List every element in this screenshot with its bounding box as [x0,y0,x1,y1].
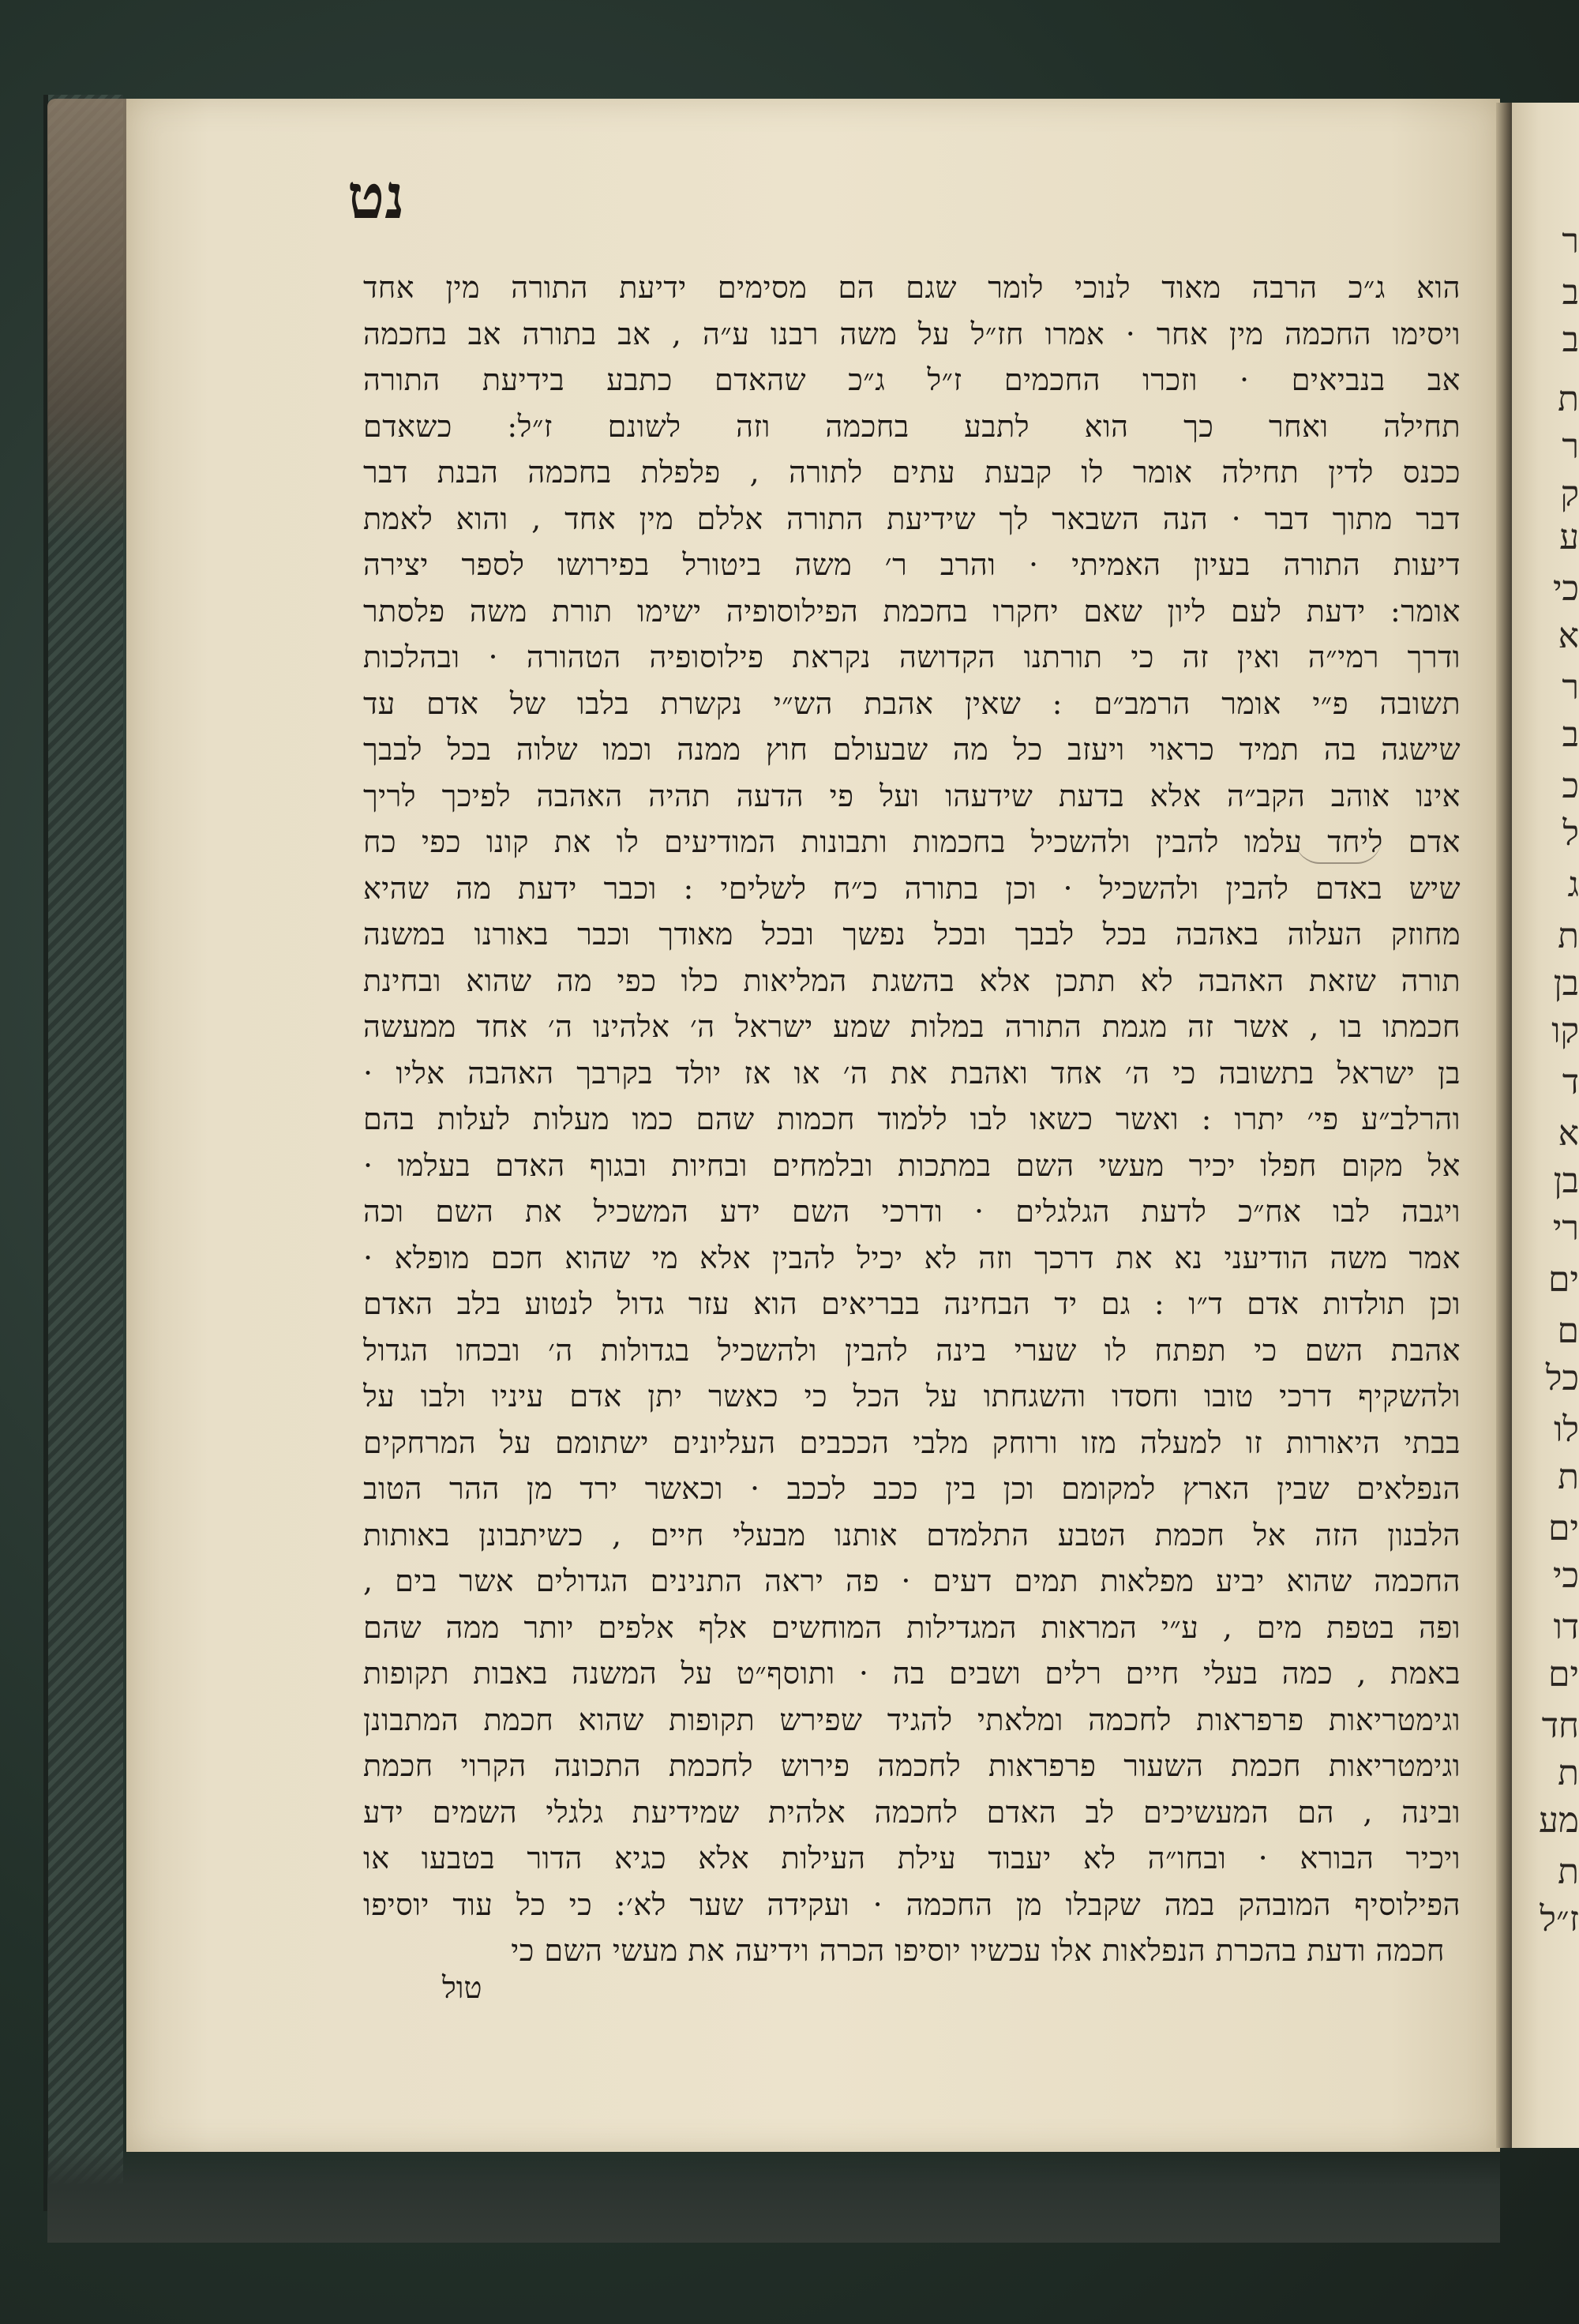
facing-page-fragment: ים [1548,1654,1579,1695]
facing-page-fragment: ע [1559,517,1579,558]
facing-page-fragment: כי [1552,569,1579,609]
text-line: הלבנון הזה אל חכמת הטבע התלמדם אותנו מבעלי חיים , כשיתבונן באותות [363,1517,1461,1552]
text-line: וגימטריאות פרפראות לחכמה ומלאתי להגיד שפירש תקופות שהוא חכמת המתבונן [363,1702,1461,1737]
text-line: ופה בטפת מים , ע״י המראות המגדילות המוחשים אלף אלפים יותר ממה שהם [363,1609,1461,1645]
text-line: ודרך רמי״ה ואין זה כי תורתנו הקדושה נקראת פילוסופיה הטהורה · ובהלכות [363,640,1461,674]
facing-page-fragment: ר [1562,426,1579,467]
text-line: אדם ליחד עלמו להבין ולהשכיל בחכמות ותבונות המודיעים לו את קונו כפי כח [363,824,1461,859]
facing-page-fragment: דו [1553,1607,1579,1647]
facing-page-fragment: ל [1562,813,1579,854]
pencil-mark [1295,839,1382,864]
facing-page-fragment: א [1558,616,1579,656]
facing-page-fragment: א [1558,1113,1579,1154]
text-line: וגימטריאות חכמת השעור פרפראות לחכמה פירוש לחכמת התכונה הקרוי חכמת [363,1748,1461,1783]
body-text [363,265,1461,2112]
text-line: תשובה פ״י אומר הרמב״ם : שאין אהבת הש״י נקשרת בלבו של אדם עד [363,685,1461,721]
facing-page-fragment: ת [1558,916,1579,956]
text-line: אינו אוהב הקב״ה אלא בדעת שידעהו ועל פי הדעה תהיה האהבה לפיכך לריך [363,778,1461,813]
text-line: הפילוסיף המובהק במה שקבלו מן החכמה · ועקידה שער לא׳: כי כל עוד יוסיפו [363,1887,1461,1922]
text-line: חכמתו בו , אשר זה מגמת התורה במלות שמע ישראל ה׳ אלהינו ה׳ אחד ממעשה [363,1009,1461,1044]
facing-page-fragment: ד [1562,1062,1579,1102]
page-gutter [1496,103,1513,2148]
text-line: אב בנביאים · וזכרו החכמים ז״ל ג״כ שהאדם כתבע בידיעת התורה [363,362,1461,397]
facing-page-fragment: כ [1562,766,1579,806]
facing-page-fragment: ק [1560,474,1579,514]
facing-page-fragment: ם [1557,1311,1579,1351]
facing-page-fragment: ת [1558,1852,1579,1892]
facing-page-fragment: ג [1567,865,1579,905]
facing-page-fragment: ים [1548,1260,1579,1300]
facing-page-fragment: ת [1558,1457,1579,1497]
text-line: אמר משה הודיעני נא את דרכך וזה לא יכיל להבין אלא מי שהוא חכם מופלא · [363,1240,1461,1275]
facing-page-fragment: קו [1551,1011,1579,1051]
facing-page-fragment: ב [1562,715,1579,755]
text-line: חכמה ודעת בהכרת הנפלאות אלו עכשיו יוסיפו הכרה וידיעה את מעשי השם כי [511,1933,1445,1968]
facing-page-fragment: ר [1562,221,1579,261]
facing-page-fragment: ב [1562,320,1579,360]
text-line: ויגבה לבו אח״כ לדעת הגלגלים · ודרכי השם ידע המשכיל את השם וכה [363,1194,1461,1229]
text-line: תורה שזאת האהבה לא תתכן אלא בהשגת המליאות כלו כפי מה שהוא ובחינת [363,963,1461,998]
text-line: החכמה שהוא יביע מפלאות תמים דעים · פה יראה התנינים הגדולים אשר בים , [363,1564,1461,1598]
facing-page-fragment: ר [1562,667,1579,708]
text-line: ויכיר הבורא · ובחו״ה לא יעבוד עילת העילות אלא כגיא הדור בטבעו או [363,1841,1461,1875]
text-line: בן ישראל בתשובה כי ה׳ אחד ואהבת את ה׳ או אז יולד בקרבך האהבה אליו · [363,1055,1461,1091]
text-line: הוא ג״כ הרבה מאוד לנוכי לומר שגם הם מסימים ידיעת התורה מין אחד [363,270,1461,305]
facing-page-fragment: חד [1541,1706,1579,1746]
facing-page-fragment: ת [1558,379,1579,419]
catchword: טול [442,1970,482,2005]
facing-page-fragment: ז״ל [1540,1899,1579,1939]
facing-page-fragment: ים [1548,1508,1579,1549]
text-line: שיש באדם להבין ולהשכיל · וכן בתורה כ״ח לשליםי : וכבר ידעת מה שהיא [363,870,1461,906]
text-line: דיעות התורה בעיון האמיתי · והרב ר׳ משה ביטורל בפירושו לספר יצירה [363,547,1461,582]
text-line: הנפלאים שבין הארץ למקומם וכן בין ככב לככב · וכאשר ירד מן ההר הטוב [363,1471,1461,1506]
text-line: באמת , כמה בעלי חיים רלים ושבים בה · ותוסף״ט על המשנה באבות תקופות [363,1656,1461,1691]
text-line: אומר: ידעת לעם ליון שאם יחקרו בחכמת הפילוסופיה ישימו תורת משה פלסתר [363,593,1461,629]
text-line: ובינה , הם המעשיכים לב האדם לחכמה אלהית שמידיעת גלגלי השמים ידע [363,1794,1461,1830]
text-line: מחוזק העלוה באהבה בכל לבבך ובכל נפשך ובכל מאודך וכבר באורנו במשנה [363,917,1461,952]
text-line: אל מקום חפלו יכיר מעשי השם במתכות ובלמחים ובחיות ובגוף האדם בעלמו · [363,1147,1461,1183]
facing-page-fragment: בן [1553,963,1579,1004]
facing-page-fragment: לו [1554,1410,1579,1450]
text-line: ויסימו החכמה מין אחר · אמרו חז״ל על משה רבנו ע״ה , אב בתורה אב בחכמה [363,316,1461,351]
facing-page-fragment: מע [1539,1800,1579,1841]
cover-bottom-edge [47,2148,1500,2243]
text-line: בבתי היאורות זו למעלה מזו ורוחק מלבי הככבים העליונים ישתומם על המרחקים [363,1425,1461,1460]
text-line: תחילה ואחר כך הוא לתבע בחכמה וזה לשונם ז״ל: כשאדם [363,408,1461,444]
text-line: דבר מתוך דבר · הנה השבאר לך שידיעת התורה אללם מין אחד , והוא לאמת [363,501,1461,536]
facing-page-fragment: בן [1553,1161,1579,1201]
facing-page-fragment: כי [1552,1556,1579,1596]
facing-page [1512,103,1579,2148]
page-number: נט [347,161,405,233]
facing-page-fragment: רי [1552,1208,1579,1248]
facing-page-fragment: ב [1562,272,1579,313]
facing-page-fragment: ת [1558,1753,1579,1793]
text-line: וכן תולדות אדם ד״ו : גם יד הבחינה בבריאים הוא עזר גדול לנטוע בלב האדם [363,1286,1461,1321]
text-line: ולהשקיף דרכי טובו וחסדו והשגחתו על הכל כי כאשר יתן אדם עיניו ולבו על [363,1379,1461,1414]
text-line: אהבת השם כי תפתח לו שערי בינה להבין ולהשכיל בגדולות ה׳ ובכחו הגדול [363,1332,1461,1368]
text-line: שישגה בה תמיד כראוי ויעזב כל מה שבעולם חוץ ממנה וכמו שלוה בכל לבבך [363,732,1461,767]
text-line: והרלב״ע פי׳ יתרו : ואשר כשאו לבו ללמוד חכמות שהם כמו מעלות לעלות בהם [363,1102,1461,1136]
text-line: ככנס לדין תחילה אומר לו קבעת עתים לתורה , פלפלת בחכמה הבנת דבר [363,455,1461,490]
facing-page-fragment: כל [1545,1358,1579,1399]
